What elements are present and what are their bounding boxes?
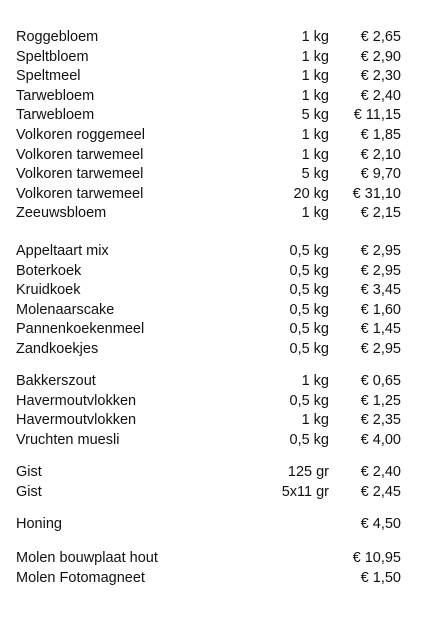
item-price: € 2,95 [360,340,401,357]
list-item [0,301,433,321]
item-quantity: 0,5 kg [289,262,329,279]
item-price: € 2,30 [360,68,401,85]
item-quantity: 125 gr [287,464,329,480]
group-baking-mixes [0,242,433,360]
item-name: Havermoutvlokken [16,392,137,409]
item-name: Honing [16,516,62,532]
item-price: € 2,40 [360,464,401,480]
item-price: € 2,95 [360,243,401,259]
item-price: € 1,85 [360,126,401,143]
list-item [0,372,433,392]
list-item [0,106,433,126]
item-quantity: 0,5 kg [289,301,329,318]
item-quantity: 0,5 kg [289,431,329,448]
list-item [0,28,433,48]
item-name: Pannenkoekenmeel [16,321,145,338]
item-price: € 2,90 [360,48,401,65]
item-price: € 1,50 [360,569,401,586]
item-quantity: 1 kg [301,205,329,222]
list-item [0,340,433,360]
item-quantity: 1 kg [301,29,329,45]
list-item [0,87,433,107]
item-price: € 2,45 [360,483,401,500]
item-name: Molen bouwplaat hout [16,550,158,566]
list-item [0,392,433,412]
item-name: Boterkoek [16,262,82,279]
item-price: € 10,95 [352,550,401,566]
item-name: Appeltaart mix [16,243,109,259]
item-quantity: 5 kg [301,107,329,124]
item-quantity: 0,5 kg [289,243,329,259]
item-quantity: 1 kg [301,412,329,429]
group-yeast [0,463,433,502]
item-price: € 1,60 [360,301,401,318]
list-item [0,569,433,589]
item-price: € 2,40 [360,87,401,104]
item-name: Tarwebloem [16,107,95,124]
list-item [0,204,433,224]
item-name: Molen Fotomagneet [16,569,145,586]
item-price: € 4,00 [360,431,401,448]
item-name: Gist [16,483,42,500]
list-item [0,411,433,431]
item-name: Bakkerszout [16,373,96,389]
item-price: € 3,45 [360,282,401,299]
item-name: Vruchten muesli [16,431,120,448]
list-item [0,67,433,87]
list-item [0,463,433,483]
list-item [0,48,433,68]
item-name: Kruidkoek [16,282,81,299]
item-price: € 2,10 [360,146,401,163]
item-price: € 9,70 [360,166,401,183]
item-name: Havermoutvlokken [16,412,137,429]
item-name: Speltmeel [16,68,81,85]
item-price: € 31,10 [352,185,401,202]
item-price: € 2,35 [360,412,401,429]
list-item [0,431,433,451]
item-quantity: 1 kg [301,87,329,104]
item-price: € 2,65 [360,29,401,45]
item-price: € 2,15 [360,205,401,222]
list-item [0,242,433,262]
list-item [0,262,433,282]
item-name: Volkoren tarwemeel [16,146,144,163]
list-item [0,146,433,166]
group-flour [0,28,433,224]
list-item [0,185,433,205]
list-item [0,320,433,340]
item-quantity: 1 kg [301,48,329,65]
item-quantity: 5x11 gr [281,483,329,500]
item-quantity: 1 kg [301,68,329,85]
item-quantity: 1 kg [301,126,329,143]
group-souvenirs [0,549,433,588]
item-name: Roggebloem [16,29,99,45]
item-quantity: 5 kg [301,166,329,183]
item-quantity: 0,5 kg [289,282,329,299]
item-name: Speltbloem [16,48,89,65]
item-quantity: 0,5 kg [289,392,329,409]
item-price: € 1,25 [360,392,401,409]
item-name: Gist [16,464,42,480]
item-quantity: 20 kg [293,185,329,202]
item-quantity: 1 kg [301,146,329,163]
list-item [0,281,433,301]
item-name: Zandkoekjes [16,340,99,357]
list-item [0,483,433,503]
list-item [0,515,433,535]
group-breakfast [0,372,433,450]
list-item [0,126,433,146]
item-price: € 11,15 [353,107,401,124]
item-quantity: 1 kg [301,373,329,389]
item-name: Volkoren tarwemeel [16,185,144,202]
item-name: Volkoren roggemeel [16,126,145,143]
item-price: € 1,45 [360,321,401,338]
item-quantity: 0,5 kg [289,321,329,338]
item-price: € 2,95 [360,262,401,279]
item-name: Volkoren tarwemeel [16,166,144,183]
item-price: € 4,50 [360,516,401,532]
item-name: Molenaarscake [16,301,115,318]
list-item [0,549,433,569]
group-honey [0,515,433,535]
item-quantity: 0,5 kg [289,340,329,357]
item-name: Tarwebloem [16,87,95,104]
item-name: Zeeuwsbloem [16,205,107,222]
item-price: € 0,65 [360,373,401,389]
list-item [0,165,433,185]
